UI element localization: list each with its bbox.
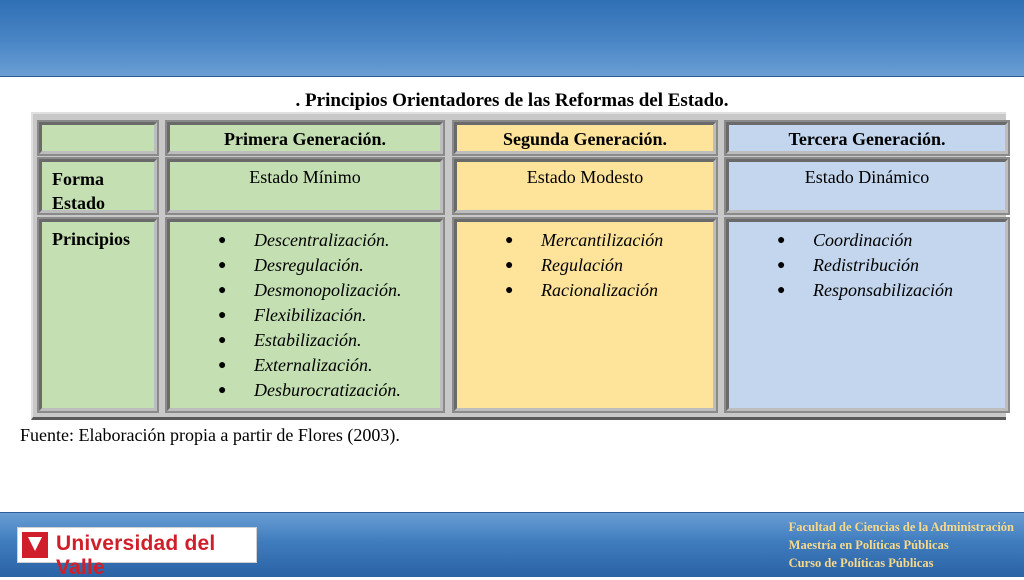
principle-text: Estabilización. — [254, 330, 362, 350]
principle-text: Racionalización — [541, 280, 658, 300]
principle-item — [170, 303, 440, 328]
principle-text: Externalización. — [254, 355, 373, 375]
principle-item — [170, 228, 440, 253]
bullet-icon: ● — [218, 333, 227, 348]
bullet-icon: ● — [218, 258, 227, 273]
principle-item — [170, 353, 440, 378]
principios-primera — [167, 219, 443, 411]
principle-text: Responsabilización — [813, 280, 953, 300]
university-logo — [17, 527, 257, 579]
bullet-icon: ● — [505, 283, 514, 298]
bullet-icon: ● — [218, 233, 227, 248]
source-note: Fuente: Elaboración propia a partir de Flores (2003). — [20, 425, 400, 445]
header-primera: Primera Generación. — [167, 122, 443, 154]
principles-table — [31, 112, 1006, 420]
principle-text: Desburocratización. — [254, 380, 401, 400]
principle-item — [729, 253, 1005, 278]
footer-info — [789, 518, 1014, 572]
principios-segunda-list — [457, 222, 713, 303]
bullet-icon: ● — [777, 283, 786, 298]
principios-primera-list — [170, 222, 440, 403]
principle-text: Desmonopolización. — [254, 280, 402, 300]
header-segunda: Segunda Generación. — [454, 122, 716, 154]
top-banner — [0, 0, 1024, 77]
principle-item — [170, 328, 440, 353]
bullet-icon: ● — [218, 383, 227, 398]
forma-segunda: Estado Modesto — [454, 159, 716, 213]
principle-item — [170, 378, 440, 403]
logo-text: Universidad del Valle — [56, 532, 216, 579]
principle-text: Flexibilización. — [254, 305, 367, 325]
header-tercera: Tercera Generación. — [726, 122, 1008, 154]
footer-line-facultad: Facultad de Ciencias de la Administración — [788, 520, 1014, 534]
bullet-icon: ● — [777, 258, 786, 273]
principios-segunda — [454, 219, 716, 411]
principle-text: Mercantilización — [541, 230, 664, 250]
row-label-principios: Principios — [39, 219, 157, 411]
principle-item — [170, 253, 440, 278]
principle-text: Descentralización. — [254, 230, 390, 250]
principios-tercera — [726, 219, 1008, 411]
principle-item — [729, 228, 1005, 253]
bullet-icon: ● — [218, 358, 227, 373]
principle-text: Desregulación. — [254, 255, 364, 275]
bullet-icon: ● — [218, 283, 227, 298]
bullet-icon: ● — [505, 233, 514, 248]
univalle-shield-icon — [22, 532, 48, 558]
principle-text: Redistribución — [813, 255, 919, 275]
principle-text: Coordinación — [813, 230, 913, 250]
slide-title: . Principios Orientadores de las Reformas del Estado. — [295, 90, 729, 111]
bullet-icon: ● — [777, 233, 786, 248]
principle-item — [729, 278, 1005, 303]
forma-primera: Estado Mínimo — [167, 159, 443, 213]
principios-tercera-list — [729, 222, 1005, 303]
principle-item — [457, 253, 713, 278]
principle-text: Regulación — [541, 255, 623, 275]
forma-tercera: Estado Dinámico — [726, 159, 1008, 213]
bullet-icon: ● — [505, 258, 514, 273]
principle-item — [170, 278, 440, 303]
bullet-icon: ● — [218, 308, 227, 323]
principle-item — [457, 228, 713, 253]
corner-cell — [39, 122, 157, 154]
principle-item — [457, 278, 713, 303]
row-label-forma-estado: Forma Estado — [39, 159, 157, 213]
footer-line-curso: Curso de Políticas Públicas — [788, 556, 934, 570]
footer-line-maestria: Maestría en Políticas Públicas — [788, 538, 949, 552]
